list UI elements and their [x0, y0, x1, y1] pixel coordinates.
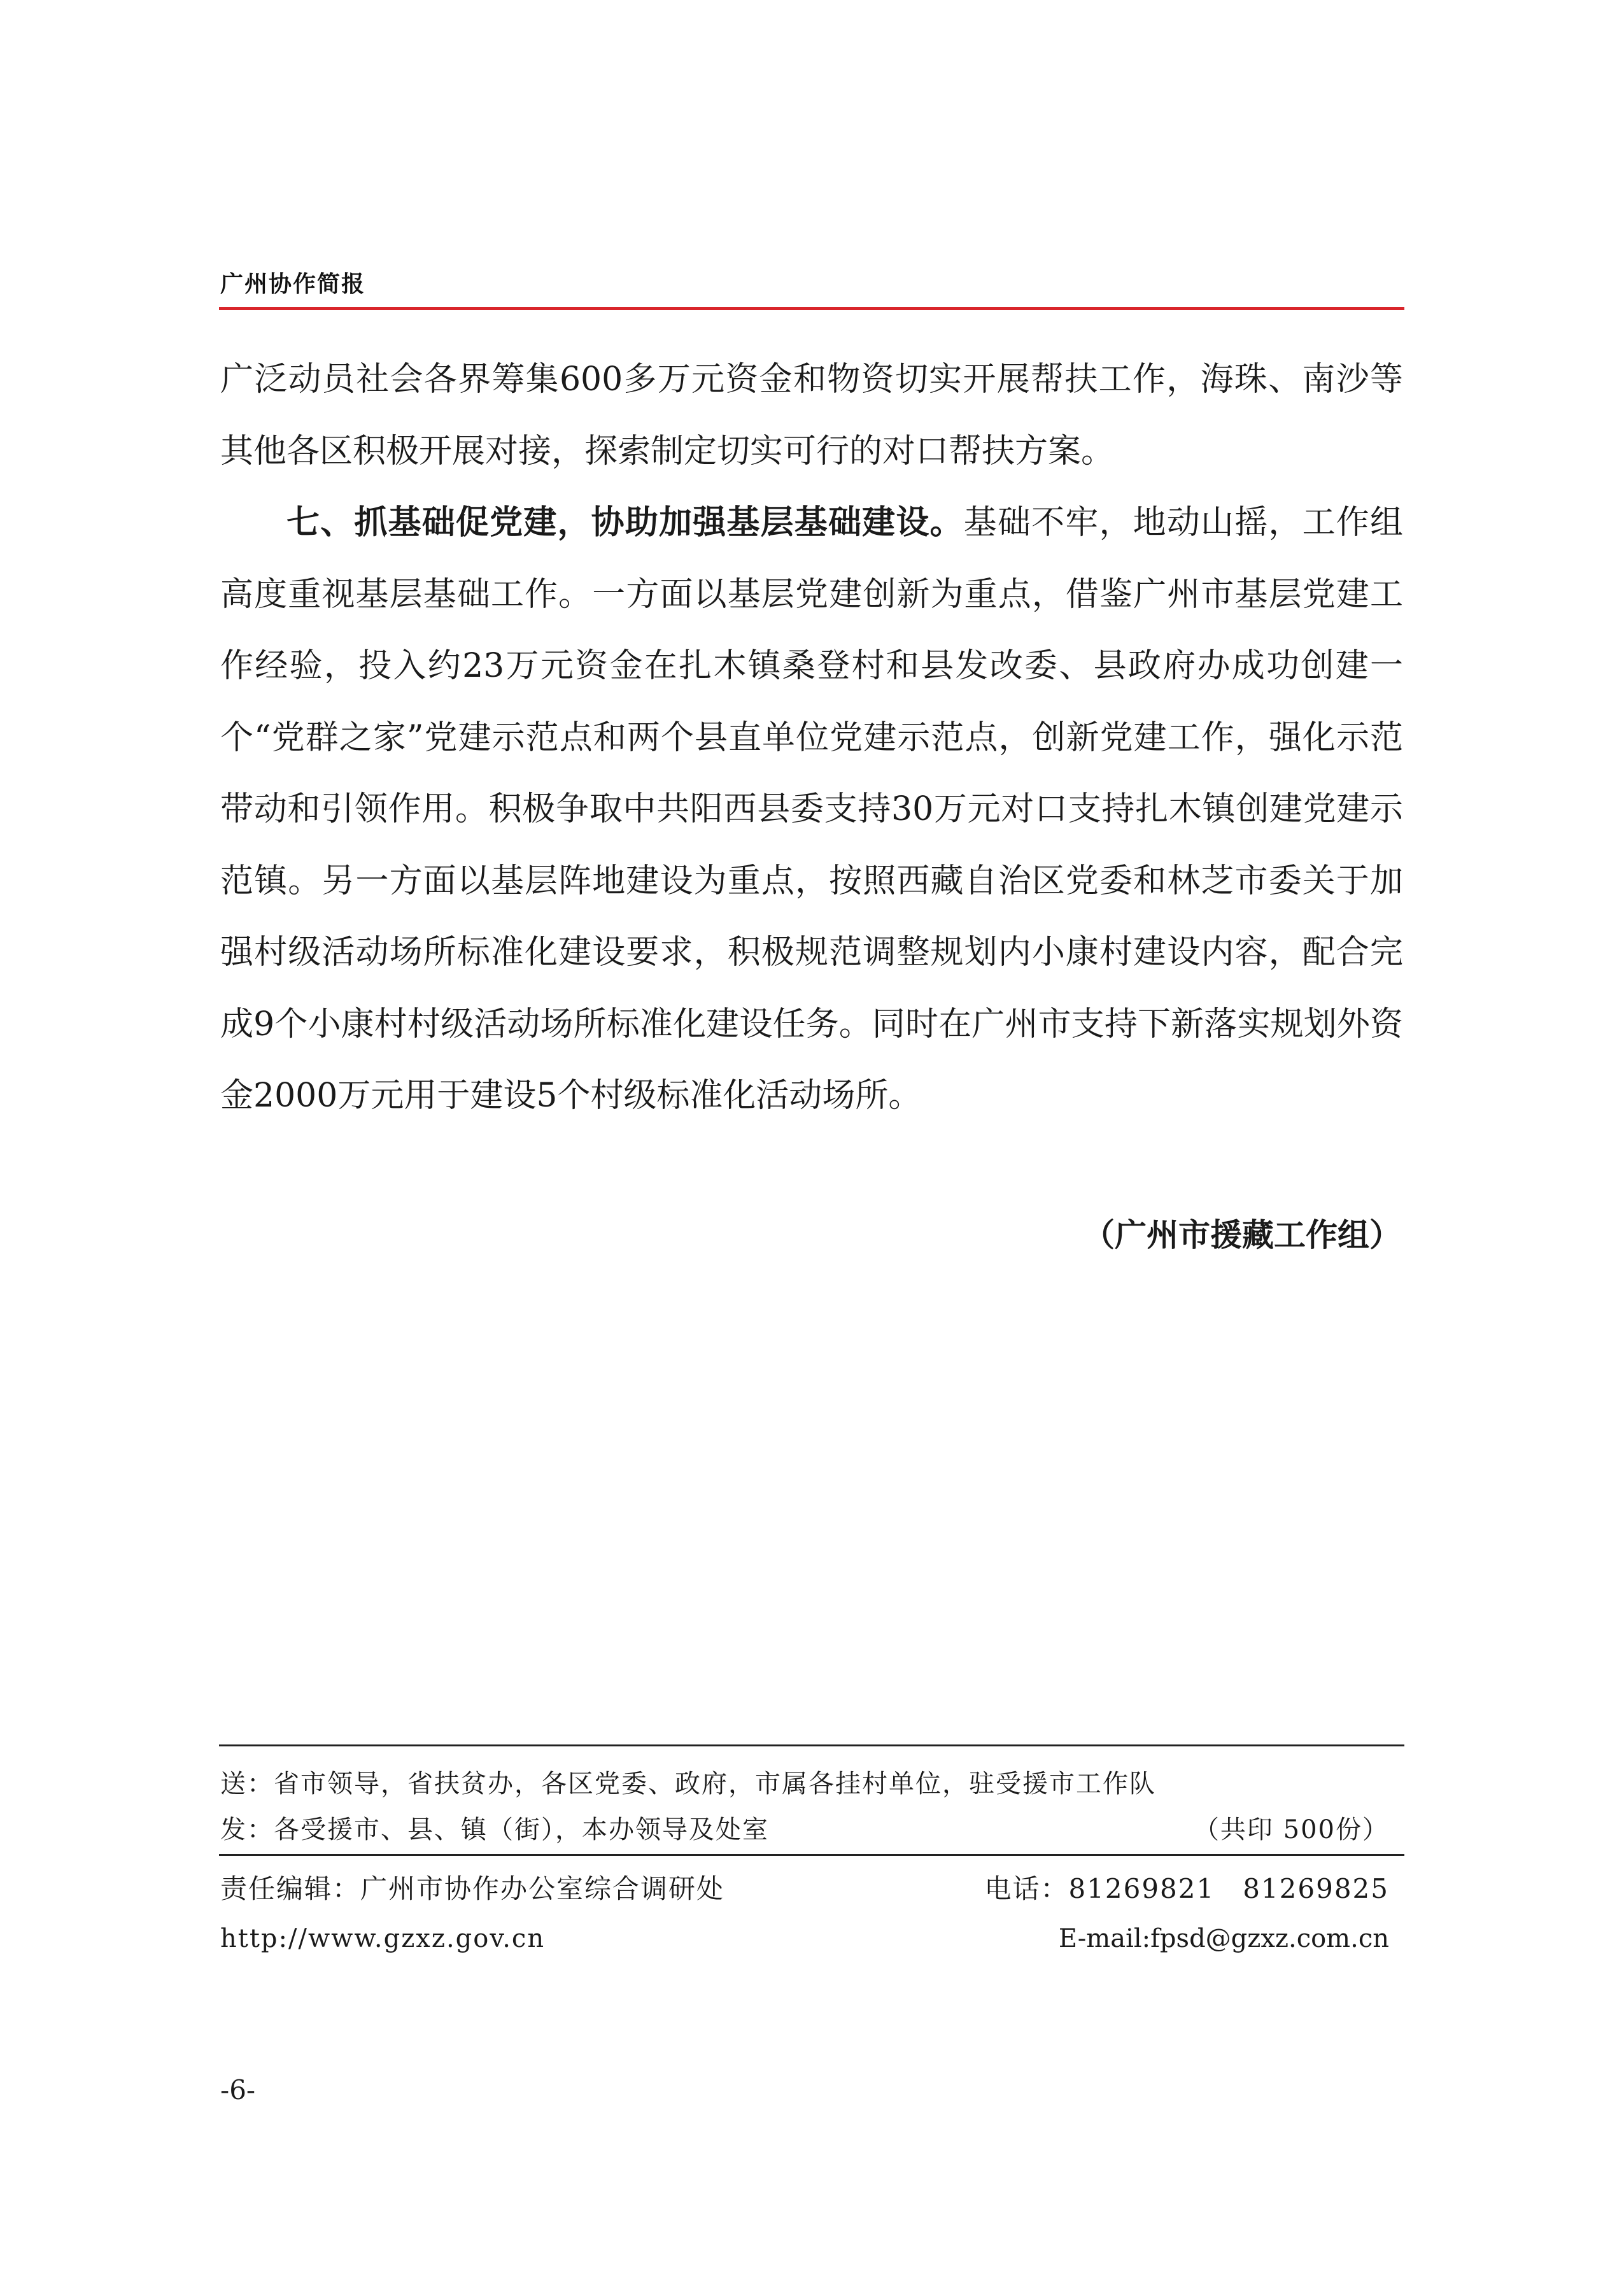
- footer-web-row: [220, 1924, 1389, 1953]
- distribute-to-text: 发：各受援市、县、镇（街），本办领导及处室: [220, 1815, 769, 1844]
- body-text: [220, 344, 1403, 1132]
- header-red-rule: [219, 307, 1404, 310]
- paragraph-2-text: 基础不牢，地动山摇，工作组高度重视基层基础工作。一方面以基层党建创新为重点，借鉴广州市基层党建工作经验，投入约23万元资金在扎木镇桑登村和县发改委、县政府办成功创建一个“党群之家”党建示范点和两个县直单位党建示范点，创新党建工作，强化示范带动和引领作用。积极争取中共阳西县委支持30万元对口支持扎木镇创建党建示范镇。另一方面以基层阵地建设为重点，按照西藏自治区党委和林芝市委关于加强村级活动场所标准化建设要求，积极规范调整规划内小康村建设内容，配合完成9个小康村村级活动场所标准化建设任务。同时在广州市支持下新落实规划外资金2000万元用于建设5个村级标准化活动场所。: [220, 504, 1403, 1115]
- footer-middle-rule: [219, 1854, 1404, 1856]
- footer-send-row: [220, 1764, 1389, 1800]
- section-heading: 七、抓基础促党建，协助加强基层基础建设。: [286, 504, 964, 542]
- footer-distribute-row: [220, 1809, 1389, 1846]
- send-to-text: 送：省市领导，省扶贫办，各区党委、政府，市属各挂村单位，驻受援市工作队: [220, 1769, 1156, 1799]
- phone-text: 电话：81269821 81269825: [984, 1873, 1389, 1904]
- website-link[interactable]: http://www.gzxz.gov.cn: [220, 1924, 546, 1953]
- source-attribution: （广州市援藏工作组）: [1083, 1217, 1401, 1254]
- paragraph-2: [220, 487, 1403, 1132]
- footer-editor-row: [220, 1868, 1389, 1906]
- email-link[interactable]: E-mail:fpsd@gzxz.com.cn: [1058, 1924, 1389, 1953]
- paragraph-1: 广泛动员社会各界筹集600多万元资金和物资切实开展帮扶工作，海珠、南沙等其他各区积极开展对接，探索制定切实可行的对口帮扶方案。: [220, 360, 1403, 470]
- bulletin-title: 广州协作简报: [220, 271, 366, 297]
- editor-text: 责任编辑：广州市协作办公室综合调研处: [220, 1873, 725, 1904]
- footer-top-rule: [219, 1744, 1404, 1746]
- print-count: （共印 500份）: [1193, 1815, 1389, 1844]
- page-number: -6-: [220, 2074, 256, 2105]
